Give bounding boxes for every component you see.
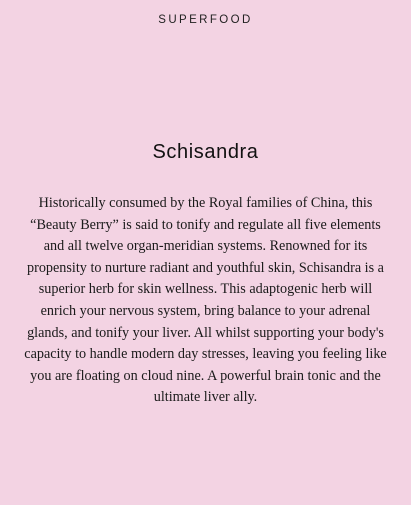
ingredient-title: Schisandra bbox=[152, 141, 259, 163]
ingredient-description: Historically consumed by the Royal families of China, this “Beauty Berry” is said to tonify and regulate all five elements and all twelve organ-meridian systems. Renowned for its propensity to nurture radiant and youthful skin, Schisandra is a superior herb for skin wellness. This adaptogenic herb will enrich your nervous system, bring balance to your adrenal glands, and tonify your liver. All whilst supporting your body's capacity to handle modern day stresses, leaving you feeling like you are floating on cloud nine. A powerful brain tonic and the ultimate liver ally. bbox=[24, 195, 387, 406]
category-label: SUPERFOOD bbox=[158, 14, 253, 26]
